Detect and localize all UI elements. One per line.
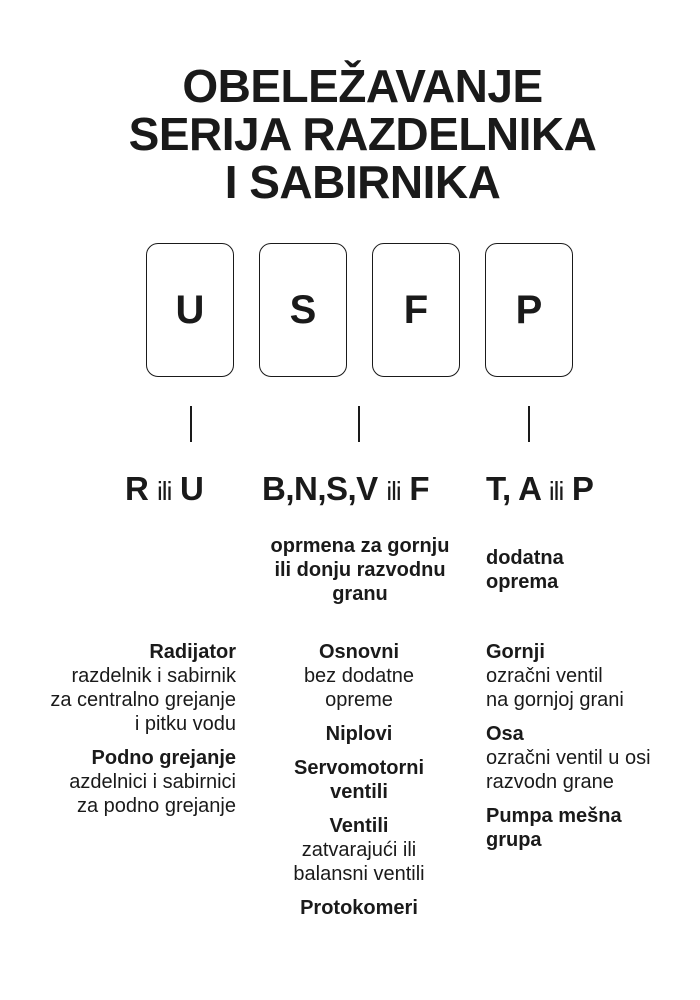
list-item: Niplovi bbox=[325, 723, 393, 745]
code-box-s: S bbox=[259, 243, 347, 377]
list-item: Ventili zatvarajući ili balansni ventili bbox=[293, 815, 425, 885]
list-item: Protokomeri bbox=[300, 897, 418, 919]
list-item: Osnovni bez dodatne opreme bbox=[303, 641, 415, 711]
code-box-u: U bbox=[146, 243, 234, 377]
code-box-p: P bbox=[485, 243, 573, 377]
code-options-left: R ili U bbox=[125, 470, 204, 507]
list-item: Radijator razdelnik i sabirnik za centralno grejanje i pitku vodu bbox=[50, 641, 236, 735]
code-box-f: F bbox=[372, 243, 460, 377]
left-column-list bbox=[20, 640, 236, 828]
list-item: Podno grejanje azdelnici i sabirnici za podno grejanje bbox=[69, 747, 236, 817]
title-line-3: I SABIRNIKA bbox=[224, 156, 501, 208]
title-line-2: SERIJA RAZDELNIKA bbox=[128, 108, 597, 160]
list-item: Pumpa mešna grupa bbox=[486, 805, 622, 851]
diagram-title bbox=[0, 62, 700, 206]
code-options-right: T, A ili P bbox=[486, 470, 594, 507]
middle-description: oprmena za gornju ili donju razvodnu granu bbox=[270, 535, 450, 605]
code-options-middle: B,N,S,V ili F bbox=[262, 470, 430, 507]
right-description: dodatna oprema bbox=[486, 547, 564, 593]
title-line-1: OBELEŽAVANJE bbox=[182, 60, 543, 112]
middle-column-list bbox=[254, 640, 464, 930]
right-column-list bbox=[486, 640, 686, 862]
connector-line-left bbox=[190, 406, 192, 442]
list-item: Osa ozračni ventil u osi razvodn grane bbox=[486, 723, 651, 793]
list-item: Servomotorni ventili bbox=[293, 757, 425, 803]
connector-line-right bbox=[528, 406, 530, 442]
list-item: Gornji ozračni ventil na gornjoj grani bbox=[486, 641, 624, 711]
connector-line-middle bbox=[358, 406, 360, 442]
